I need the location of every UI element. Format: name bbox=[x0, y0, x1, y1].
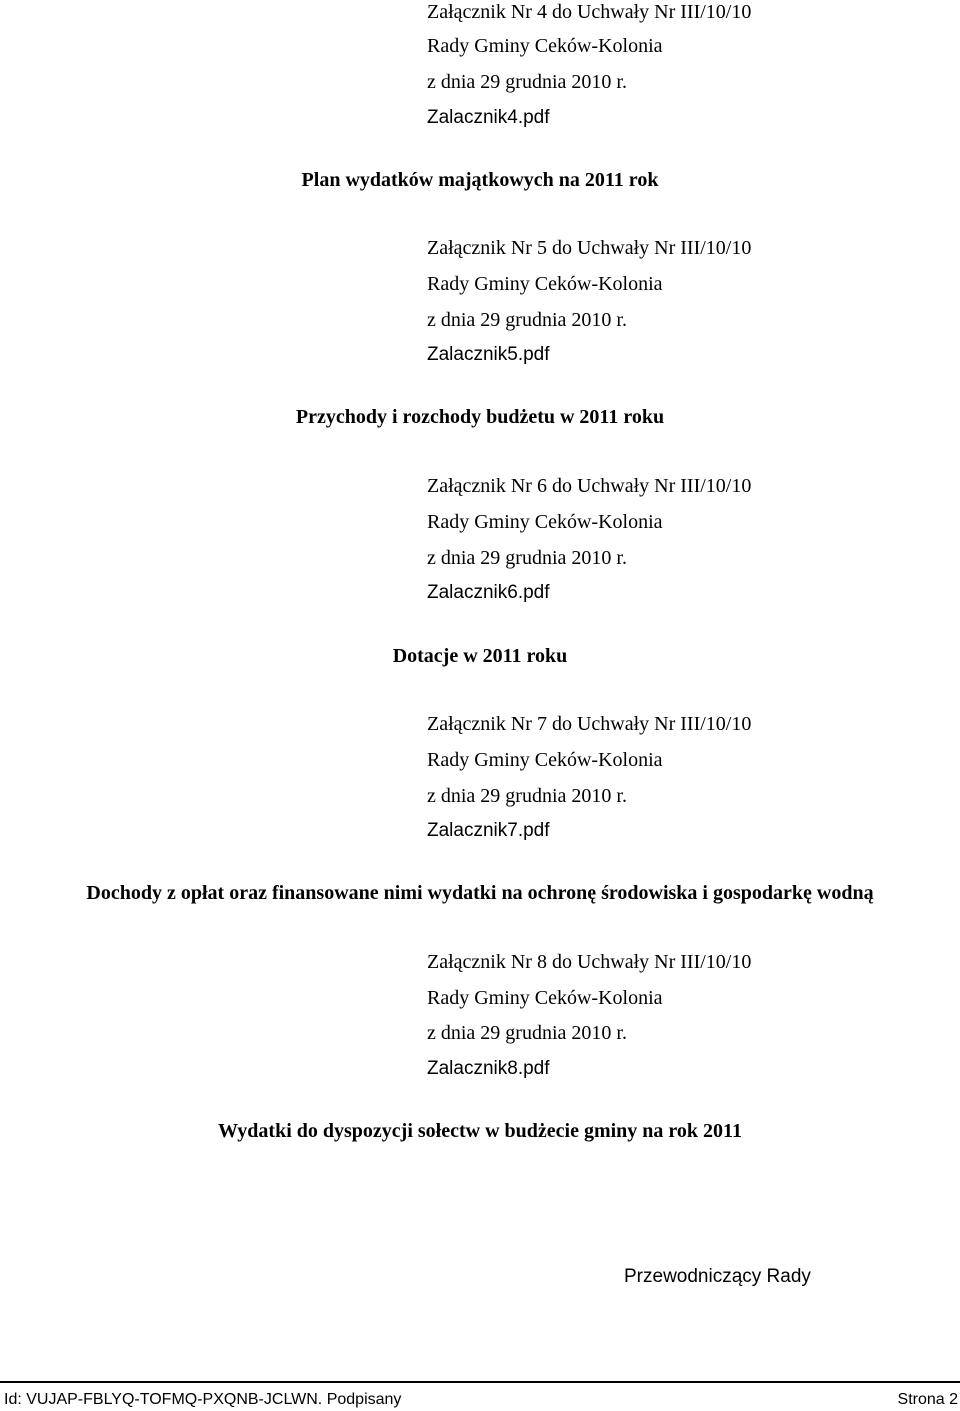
annex-6-attachment: Załącznik Nr 6 do Uchwały Nr III/10/10 bbox=[427, 475, 752, 497]
annex-7-file: Zalacznik7.pdf bbox=[427, 820, 550, 841]
annex-6-date: z dnia 29 grudnia 2010 r. bbox=[427, 547, 627, 569]
annex-7-attachment: Załącznik Nr 7 do Uchwały Nr III/10/10 bbox=[427, 713, 752, 735]
annex-5-council: Rady Gminy Ceków-Kolonia bbox=[427, 273, 663, 295]
annex-8-attachment: Załącznik Nr 8 do Uchwały Nr III/10/10 bbox=[427, 951, 752, 973]
annex-5-file: Zalacznik5.pdf bbox=[427, 344, 550, 365]
annex-4-attachment: Załącznik Nr 4 do Uchwały Nr III/10/10 bbox=[427, 1, 752, 23]
annex-5-title: Przychody i rozchody budżetu w 2011 roku bbox=[295, 406, 665, 428]
annex-5-attachment: Załącznik Nr 5 do Uchwały Nr III/10/10 bbox=[427, 237, 752, 259]
annex-8-title: Wydatki do dyspozycji sołectw w budżecie gminy na rok 2011 bbox=[218, 1120, 742, 1142]
signature-label: Przewodniczący Rady bbox=[624, 1266, 811, 1287]
annex-8-council: Rady Gminy Ceków-Kolonia bbox=[427, 987, 663, 1009]
annex-7-title: Dochody z opłat oraz finansowane nimi wydatki na ochronę środowiska i gospodarkę wodną bbox=[86, 882, 874, 904]
annex-4-council: Rady Gminy Ceków-Kolonia bbox=[427, 35, 663, 57]
footer-divider bbox=[0, 1381, 960, 1383]
annex-8-file: Zalacznik8.pdf bbox=[427, 1058, 550, 1079]
annex-4-date: z dnia 29 grudnia 2010 r. bbox=[427, 71, 627, 93]
annex-4-file: Zalacznik4.pdf bbox=[427, 107, 550, 128]
annex-6-council: Rady Gminy Ceków-Kolonia bbox=[427, 511, 663, 533]
annex-8-date: z dnia 29 grudnia 2010 r. bbox=[427, 1022, 627, 1044]
annex-5-date: z dnia 29 grudnia 2010 r. bbox=[427, 309, 627, 331]
annex-6-title: Dotacje w 2011 roku bbox=[392, 645, 568, 667]
annex-7-council: Rady Gminy Ceków-Kolonia bbox=[427, 749, 663, 771]
footer-page-number: Strona 2 bbox=[897, 1391, 958, 1408]
footer-document-id: Id: VUJAP-FBLYQ-TOFMQ-PXQNB-JCLWN. Podpisany bbox=[4, 1391, 402, 1408]
annex-4-title: Plan wydatków majątkowych na 2011 rok bbox=[301, 169, 659, 191]
annex-7-date: z dnia 29 grudnia 2010 r. bbox=[427, 785, 627, 807]
annex-6-file: Zalacznik6.pdf bbox=[427, 582, 550, 603]
